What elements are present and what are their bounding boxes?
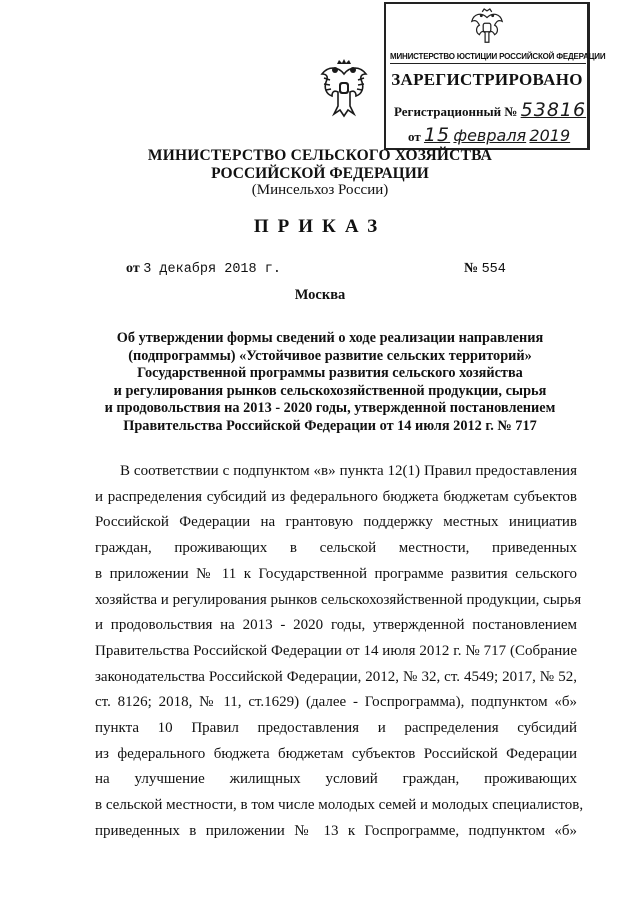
- body-line: из федерального бюджета бюджетам субъектов Российской Федерации: [95, 745, 577, 762]
- number-sign: №: [464, 261, 479, 276]
- stamp-date-year: 2019: [529, 126, 571, 145]
- ministry-name-line2: РОССИЙСКОЙ ФЕДЕРАЦИИ: [211, 165, 429, 182]
- coat-of-arms-icon: [318, 58, 370, 118]
- stamp-date-day: 15: [423, 124, 451, 146]
- order-date: [126, 261, 281, 277]
- number-value: 554: [481, 262, 506, 277]
- stamp-date-line: [408, 124, 570, 146]
- heading-line: Правительства Российской Федерации от 14 июля 2012 г. № 717: [123, 417, 537, 434]
- registration-stamp: [384, 2, 606, 150]
- heading-line: и регулирования рынков сельскохозяйственной продукции, сырья: [113, 382, 547, 399]
- body-line: в сельской местности, в том числе молодых семей и молодых специалистов,: [95, 797, 584, 814]
- body-line: на улучшение жилищных условий граждан, проживающих: [95, 771, 577, 788]
- order-body-text: [95, 459, 584, 845]
- body-line: Российской Федерации на грантовую поддержку местных инициатив: [95, 514, 577, 531]
- stamp-ministry-name: МИНИСТЕРСТВО ЮСТИЦИИ РОССИЙСКОЙ ФЕДЕРАЦИИ: [390, 52, 586, 64]
- heading-line: и продовольствия на 2013 - 2020 годы, утвержденной постановлением: [104, 400, 556, 417]
- body-line: и распределения субсидий из федерального бюджета бюджетам субъектов: [95, 488, 577, 505]
- body-line: ст. 8126; 2018, № 11, ст.1629) (далее - Госпрограмма), подпунктом «б»: [95, 694, 577, 711]
- date-prefix: от: [126, 261, 140, 276]
- order-city: Москва: [294, 287, 346, 303]
- body-line: пункта 10 Правил предоставления и распределения субсидий: [95, 720, 577, 737]
- ministry-short-name: (Минсельхоз России): [251, 182, 389, 198]
- body-line: и продовольствия на 2013 - 2020 годы, утвержденной постановлением: [95, 617, 577, 634]
- body-line: приведенных в приложении № 13 к Госпрограмме, подпунктом «б»: [95, 822, 577, 839]
- body-line: законодательства Российской Федерации, 2012, № 32, ст. 4549; 2017, № 52,: [95, 668, 577, 685]
- date-value: 3 декабря 2018 г.: [143, 262, 281, 277]
- body-line: Правительства Российской Федерации от 14 июля 2012 г. № 717 (Собрание: [95, 642, 577, 659]
- body-line: хозяйства и регулирования рынков сельскохозяйственной продукции, сырья: [95, 591, 582, 608]
- ministry-name-line1: МИНИСТЕРСТВО СЕЛЬСКОГО ХОЗЯЙСТВА: [147, 147, 493, 164]
- stamp-registered-label: ЗАРЕГИСТРИРОВАНО: [391, 70, 583, 89]
- heading-line: Об утверждении формы сведений о ходе реализации направления: [116, 330, 544, 346]
- stamp-reg-line: [394, 99, 586, 121]
- heading-line: (подпрограммы) «Устойчивое развитие сельских территорий»: [128, 347, 532, 364]
- stamp-reg-number: 53816: [520, 99, 587, 121]
- stamp-reg-label: Регистрационный №: [394, 104, 518, 119]
- heading-line: Государственной программы развития сельского хозяйства: [137, 365, 523, 382]
- body-line: в приложении № 11 к Государственной программе развития сельского: [95, 565, 577, 582]
- coat-of-arms-icon: [468, 8, 506, 48]
- order-heading: [80, 330, 580, 436]
- body-line: В соответствии с подпунктом «в» пункта 12(1) Правил предоставления: [120, 463, 577, 479]
- stamp-date-label: от: [408, 129, 421, 144]
- document-type-title: ПРИКАЗ: [253, 216, 387, 237]
- stamp-date-month: февраля: [453, 126, 527, 145]
- order-number: [464, 261, 506, 277]
- body-line: граждан, проживающих в сельской местности, приведенных: [95, 540, 577, 557]
